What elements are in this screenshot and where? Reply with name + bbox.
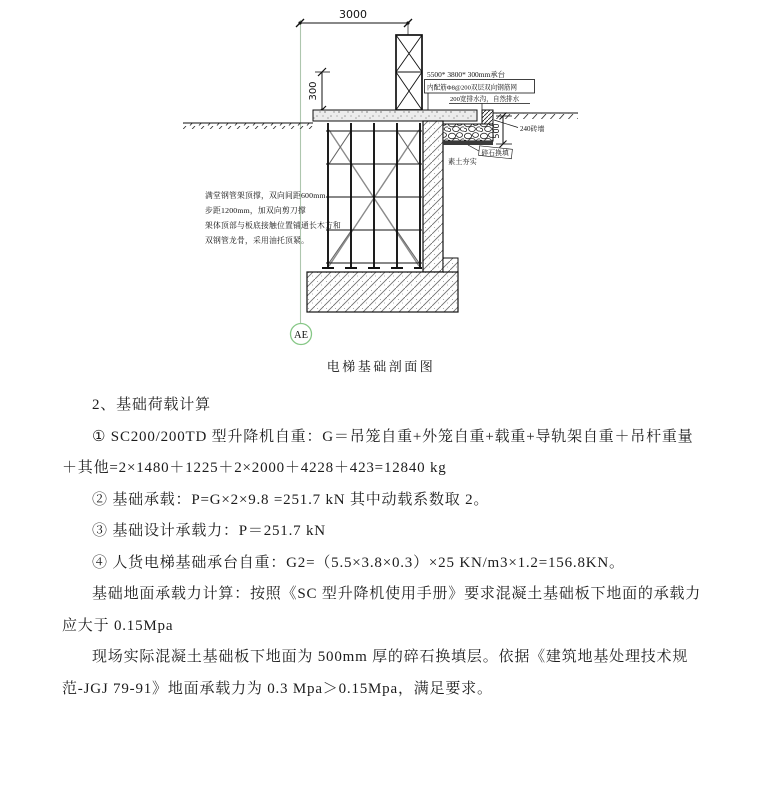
datum-bubble-label: AE xyxy=(294,330,308,341)
drain-annotation xyxy=(449,94,530,111)
section-drawing-svg xyxy=(0,0,760,392)
scaffold-shoring xyxy=(322,123,422,268)
datum-bubble xyxy=(291,324,312,345)
foundation-footing xyxy=(307,272,458,312)
scaffold-note-line2: 步距1200mm，加双向剪刀撑 xyxy=(205,206,306,215)
brick-wall-section xyxy=(482,110,493,124)
scaffold-note-line4: 双钢管龙骨，采用油托顶紧。 xyxy=(205,236,309,245)
scaffold-note-line3: 架体顶部与板底接触位置铺通长木方和 xyxy=(205,221,341,230)
paragraph-ground-capacity-check: 现场实际混凝土基础板下地面为 500mm 厚的碎石换填层。依据《建筑地基处理技术规范-JGJ 79-91》地面承载力为 0.3 Mpa＞0.15Mpa，满足要求。 xyxy=(62,649,689,697)
paragraph-platform-weight: ④ 人货电梯基础承台自重：G2=（5.5×3.8×0.3）×25 KN/m3×1.2=156.8KN。 xyxy=(92,554,625,571)
dimension-300 xyxy=(308,68,330,114)
wall-step xyxy=(443,258,458,272)
brick-annotation xyxy=(494,120,545,133)
calculation-text-block xyxy=(62,390,702,705)
platform-annotation xyxy=(425,70,535,110)
paragraph-ground-capacity-req: 基础地面承载力计算：按照《SC 型升降机使用手册》要求混凝土基础板下地面的承载力应大于 0.15Mpa xyxy=(62,586,702,634)
gravel-annotation xyxy=(468,145,512,159)
paragraph-design-capacity: ③ 基础设计承载力：P＝251.7 kN xyxy=(92,523,326,539)
section-heading: 2、基础荷载计算 xyxy=(92,397,211,413)
dimension-300-text: 300 xyxy=(308,81,319,101)
scaffold-note xyxy=(205,190,341,246)
pit-wall-section xyxy=(423,121,443,272)
soil-label: 素土夯实 xyxy=(448,158,477,166)
concrete-pad-slab xyxy=(313,110,477,121)
paragraph-lift-self-weight: ① SC200/200TD 型升降机自重：G＝吊笼自重+外笼自重+载重+导轨架自重＋吊杆重量＋其他=2×1480＋1225＋2×2000＋4228＋423=12840 kg xyxy=(62,428,694,476)
ground-line-left xyxy=(183,123,313,129)
scaffold-note-line1: 满堂钢管架顶撑，双向间距600mm xyxy=(205,191,326,200)
dimension-500-text: 500 xyxy=(492,123,501,139)
drain-label: 200宽排水沟，自然排水 xyxy=(450,96,520,103)
dimension-3000-text: 3000 xyxy=(339,8,367,21)
gravel-label: 碎石换填 xyxy=(481,150,509,157)
elevator-mast xyxy=(396,35,422,110)
drawing-caption: 电梯基础剖面图 xyxy=(326,359,436,374)
brick-label: 240砖墙 xyxy=(520,125,545,133)
platform-size-label: 5500* 3800* 300mm承台 xyxy=(427,70,506,79)
foundation-section-drawing xyxy=(0,0,760,392)
paragraph-foundation-load: ② 基础承载：P=G×2×9.8 =251.7 kN 其中动载系数取 2。 xyxy=(92,491,490,508)
gravel-bed-base-band xyxy=(443,141,493,145)
platform-rebar-label: 内配筋Φ8@200双层双向钢筋网 xyxy=(427,84,518,92)
gravel-bed xyxy=(443,124,493,141)
